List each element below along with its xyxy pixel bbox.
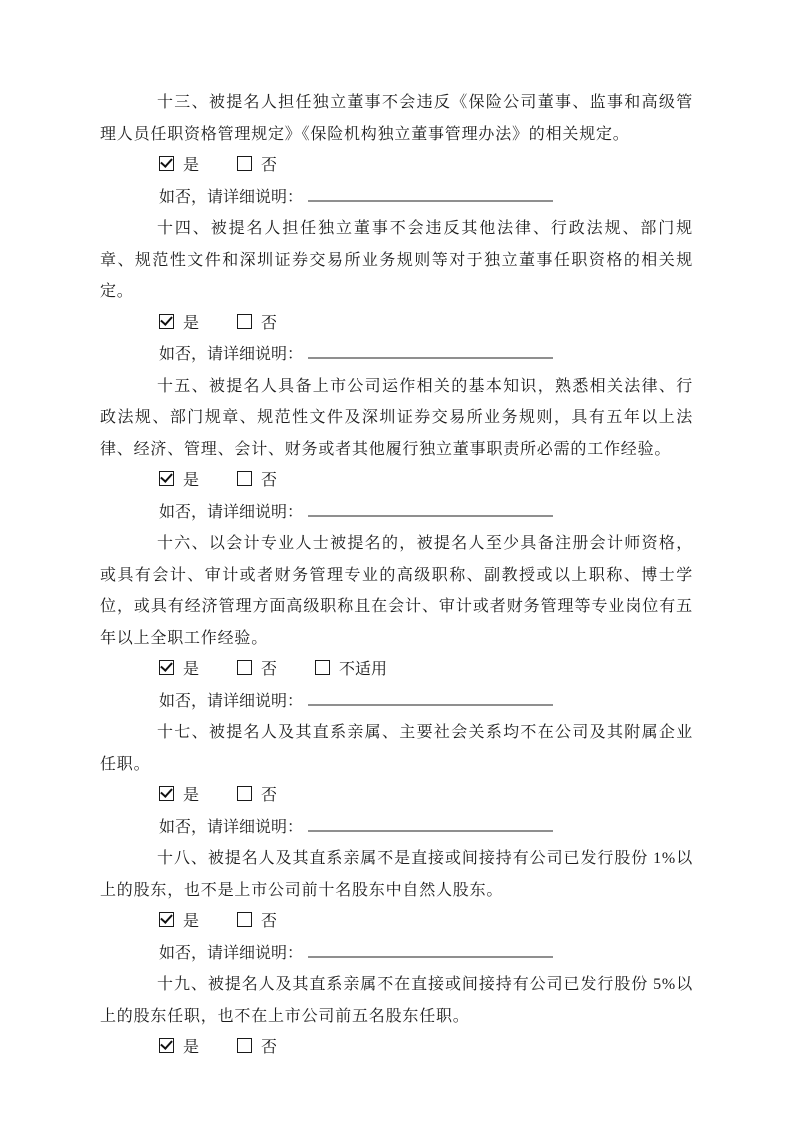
checkbox-checked-icon[interactable]	[159, 912, 174, 927]
option-label: 否	[261, 787, 278, 804]
declaration-item	[100, 371, 693, 529]
option-no	[237, 465, 277, 497]
checkbox-checked-icon[interactable]	[159, 314, 174, 329]
option-label: 否	[261, 661, 278, 678]
options-row	[100, 654, 693, 686]
explain-blank-line[interactable]	[308, 342, 553, 359]
option-label: 否	[261, 913, 278, 930]
checkbox-checked-icon[interactable]	[159, 1038, 174, 1053]
option-label: 否	[261, 472, 278, 489]
option-yes	[159, 906, 199, 938]
option-no	[237, 906, 277, 938]
checkbox-unchecked-icon[interactable]	[237, 786, 252, 801]
explain-blank-line[interactable]	[308, 185, 553, 202]
options-row	[100, 465, 693, 497]
checkbox-unchecked-icon[interactable]	[237, 912, 252, 927]
option-label: 是	[183, 1039, 200, 1056]
item-text: 十七、被提名人及其直系亲属、主要社会关系均不在公司及其附属企业任职。	[100, 724, 693, 773]
checkbox-unchecked-icon[interactable]	[237, 156, 252, 171]
declaration-item	[100, 843, 693, 969]
explain-blank-line[interactable]	[308, 500, 553, 517]
option-label: 是	[183, 157, 200, 174]
checkbox-checked-icon[interactable]	[159, 156, 174, 171]
option-yes	[159, 1032, 199, 1064]
item-text: 十八、被提名人及其直系亲属不是直接或间接持有公司已发行股份 1%以上的股东，也不是上市公司前十名股东中自然人股东。	[100, 850, 693, 899]
option-label: 否	[261, 1039, 278, 1056]
item-text: 十九、被提名人及其直系亲属不在直接或间接持有公司已发行股份 5%以上的股东任职，也不在上市公司前五名股东任职。	[100, 976, 693, 1025]
checkbox-checked-icon[interactable]	[159, 660, 174, 675]
explain-prompt-label: 如否，请详细说明：	[159, 503, 304, 521]
explain-prompt-label: 如否，请详细说明：	[159, 692, 304, 710]
explain-blank-line[interactable]	[308, 941, 553, 958]
explain-prompt-label: 如否，请详细说明：	[159, 188, 304, 206]
explain-row	[100, 938, 693, 970]
declaration-item	[100, 213, 693, 371]
options-row	[100, 780, 693, 812]
checkbox-unchecked-icon[interactable]	[237, 660, 252, 675]
checkbox-unchecked-icon[interactable]	[237, 1038, 252, 1053]
option-label: 不适用	[339, 661, 388, 678]
explain-row	[100, 497, 693, 529]
option-label: 否	[261, 314, 278, 332]
explain-row	[100, 182, 693, 214]
explain-row	[100, 686, 693, 718]
checkbox-unchecked-icon[interactable]	[237, 314, 252, 329]
option-no	[237, 1032, 277, 1064]
option-no	[237, 654, 277, 686]
explain-row	[100, 812, 693, 844]
explain-prompt-label: 如否，请详细说明：	[159, 818, 304, 836]
option-label: 否	[261, 157, 278, 174]
document-body	[100, 87, 693, 1064]
declaration-item	[100, 969, 693, 1064]
option-na	[315, 654, 387, 686]
option-label: 是	[183, 314, 200, 332]
options-row	[100, 150, 693, 182]
explain-row	[100, 339, 693, 371]
explain-prompt-label: 如否，请详细说明：	[159, 944, 304, 962]
checkbox-checked-icon[interactable]	[159, 471, 174, 486]
option-label: 是	[183, 472, 200, 489]
explain-prompt-label: 如否，请详细说明：	[159, 346, 304, 363]
item-text: 十五、被提名人具备上市公司运作相关的基本知识，熟悉相关法律、行政法规、部门规章、规范性文件及深圳证券交易所业务规则，具有五年以上法律、经济、管理、会计、财务或者其他履行独立董事职责所必需的工作经验。	[100, 377, 693, 458]
checkbox-checked-icon[interactable]	[159, 786, 174, 801]
option-no	[237, 780, 277, 812]
option-yes	[159, 780, 199, 812]
item-text: 十四、被提名人担任独立董事不会违反其他法律、行政法规、部门规章、规范性文件和深圳证券交易所业务规则等对于独立董事任职资格的相关规定。	[100, 220, 693, 300]
checkbox-unchecked-icon[interactable]	[315, 660, 330, 675]
declaration-item	[100, 87, 693, 213]
declaration-item	[100, 717, 693, 843]
option-yes	[159, 150, 199, 182]
options-row	[100, 308, 693, 340]
item-text: 十六、以会计专业人士被提名的，被提名人至少具备注册会计师资格，或具有会计、审计或者财务管理专业的高级职称、副教授或以上职称、博士学位，或具有经济管理方面高级职称且在会计、审计或者财务管理等专业岗位有五年以上全职工作经验。	[100, 535, 693, 647]
option-no	[237, 150, 277, 182]
checkbox-unchecked-icon[interactable]	[237, 471, 252, 486]
option-no	[237, 308, 277, 340]
option-label: 是	[183, 787, 200, 804]
options-row	[100, 1032, 693, 1064]
declaration-item	[100, 528, 693, 717]
explain-blank-line[interactable]	[308, 689, 553, 706]
explain-blank-line[interactable]	[308, 815, 553, 832]
option-yes	[159, 654, 199, 686]
option-yes	[159, 308, 199, 340]
option-label: 是	[183, 661, 200, 678]
option-label: 是	[183, 913, 200, 930]
option-yes	[159, 465, 199, 497]
options-row	[100, 906, 693, 938]
item-text: 十三、被提名人担任独立董事不会违反《保险公司董事、监事和高级管理人员任职资格管理规定》《保险机构独立董事管理办法》的相关规定。	[100, 94, 693, 143]
